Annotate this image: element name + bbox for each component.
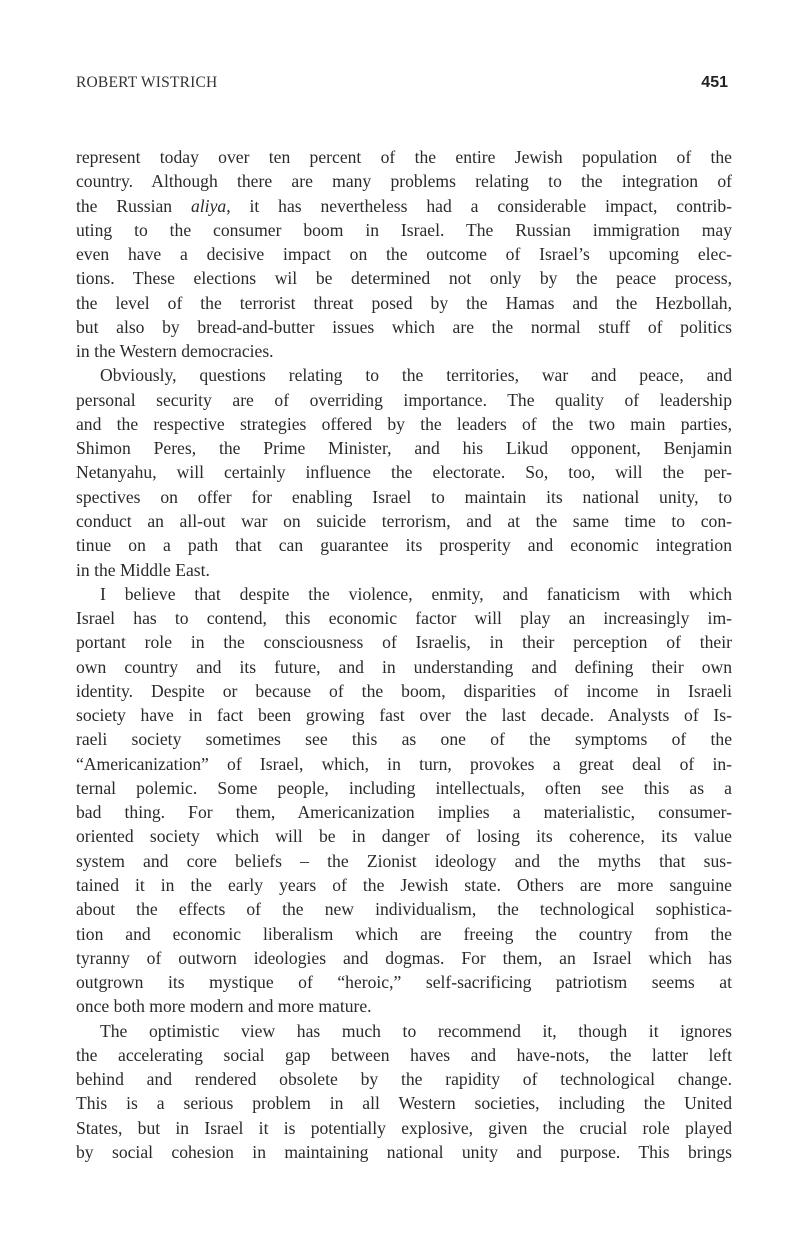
text-line: portant role in the consciousness of Israelis, in their perception of their: [76, 632, 732, 653]
text-line: country. Although there are many problems relating to the integration of: [76, 171, 732, 192]
text-line: uting to the consumer boom in Israel. The Russian immigration may: [76, 219, 732, 240]
paragraph: [76, 582, 732, 1019]
text-line: bad thing. For them, Americanization implies a materialistic, consumer-: [76, 802, 732, 823]
text-line: tained it in the early years of the Jewish state. Others are more sanguine: [76, 874, 732, 895]
text-line: represent today over ten percent of the entire Jewish population of the: [76, 147, 732, 167]
text-line: in the Middle East.: [76, 559, 210, 580]
paragraph: [76, 363, 732, 581]
paragraph: [76, 1019, 732, 1165]
text-line: spectives on offer for enabling Israel to maintain its national unity, to: [76, 486, 732, 507]
text-line: The optimistic view has much to recommend it, though it ignores: [100, 1020, 732, 1041]
text-line: raeli society sometimes see this as one of the symptoms of the: [76, 729, 732, 750]
text-line: once both more modern and more mature.: [76, 996, 372, 1017]
text-line: tinue on a path that can guarantee its prosperity and economic integration: [76, 535, 732, 556]
text-line: personal security are of overriding importance. The quality of leadership: [76, 389, 732, 410]
text-line: the Russian aliya, it has nevertheless had a considerable impact, contrib-: [76, 195, 732, 216]
text-line: outgrown its mystique of “heroic,” self-sacrificing patriotism seems at: [76, 972, 732, 993]
text-line: system and core beliefs – the Zionist ideology and the myths that sus-: [76, 850, 732, 871]
text-line: but also by bread-and-butter issues which are the normal stuff of politics: [76, 316, 732, 337]
text-line: tion and economic liberalism which are freeing the country from the: [76, 923, 732, 944]
text-line: behind and rendered obsolete by the rapidity of technological change.: [76, 1069, 732, 1090]
body-text: [76, 145, 732, 1164]
text-line: conduct an all-out war on suicide terrorism, and at the same time to con-: [76, 510, 732, 531]
text-line: tyranny of outworn ideologies and dogmas. For them, an Israel which has: [76, 947, 732, 968]
text-line: Obviously, questions relating to the territories, war and peace, and: [100, 365, 732, 386]
text-line: Israel has to contend, this economic factor will play an increasingly im-: [76, 608, 732, 629]
text-line: Shimon Peres, the Prime Minister, and his Likud opponent, Benjamin: [76, 438, 732, 459]
text-line: society have in fact been growing fast over the last decade. Analysts of Is-: [76, 705, 732, 726]
text-line: oriented society which will be in danger of losing its coherence, its value: [76, 826, 732, 847]
text-line: even have a decisive impact on the outcome of Israel’s upcoming elec-: [76, 244, 732, 265]
text-line: tions. These elections wil be determined not only by the peace process,: [76, 268, 732, 289]
text-line: and the respective strategies offered by the leaders of the two main parties,: [76, 413, 732, 434]
text-line: ternal polemic. Some people, including intellectuals, often see this as a: [76, 777, 732, 798]
paragraph: [76, 145, 732, 363]
page-header: [76, 71, 728, 95]
text-line: about the effects of the new individualism, the technological sophistica-: [76, 899, 732, 920]
text-line: This is a serious problem in all Western societies, including the United: [76, 1093, 732, 1114]
text-line: “Americanization” of Israel, which, in turn, provokes a great deal of in-: [76, 753, 732, 774]
running-head-author: ROBERT WISTRICH: [76, 74, 218, 91]
text-line: the level of the terrorist threat posed by the Hamas and the Hezbollah,: [76, 292, 732, 313]
text-line: Netanyahu, will certainly influence the electorate. So, too, will the per-: [76, 462, 732, 483]
italic-term: aliya: [191, 195, 227, 216]
text-line: own country and its future, and in understanding and defining their own: [76, 656, 732, 677]
text-line: I believe that despite the violence, enmity, and fanaticism with which: [100, 583, 732, 604]
page-number: 451: [701, 74, 728, 91]
text-line: in the Western democracies.: [76, 341, 274, 362]
text-line: States, but in Israel it is potentially explosive, given the crucial role played: [76, 1117, 732, 1138]
text-line: the accelerating social gap between haves and have-nots, the latter left: [76, 1044, 732, 1065]
text-line: by social cohesion in maintaining national unity and purpose. This brings: [76, 1141, 732, 1162]
text-line: identity. Despite or because of the boom, disparities of income in Israeli: [76, 680, 732, 701]
